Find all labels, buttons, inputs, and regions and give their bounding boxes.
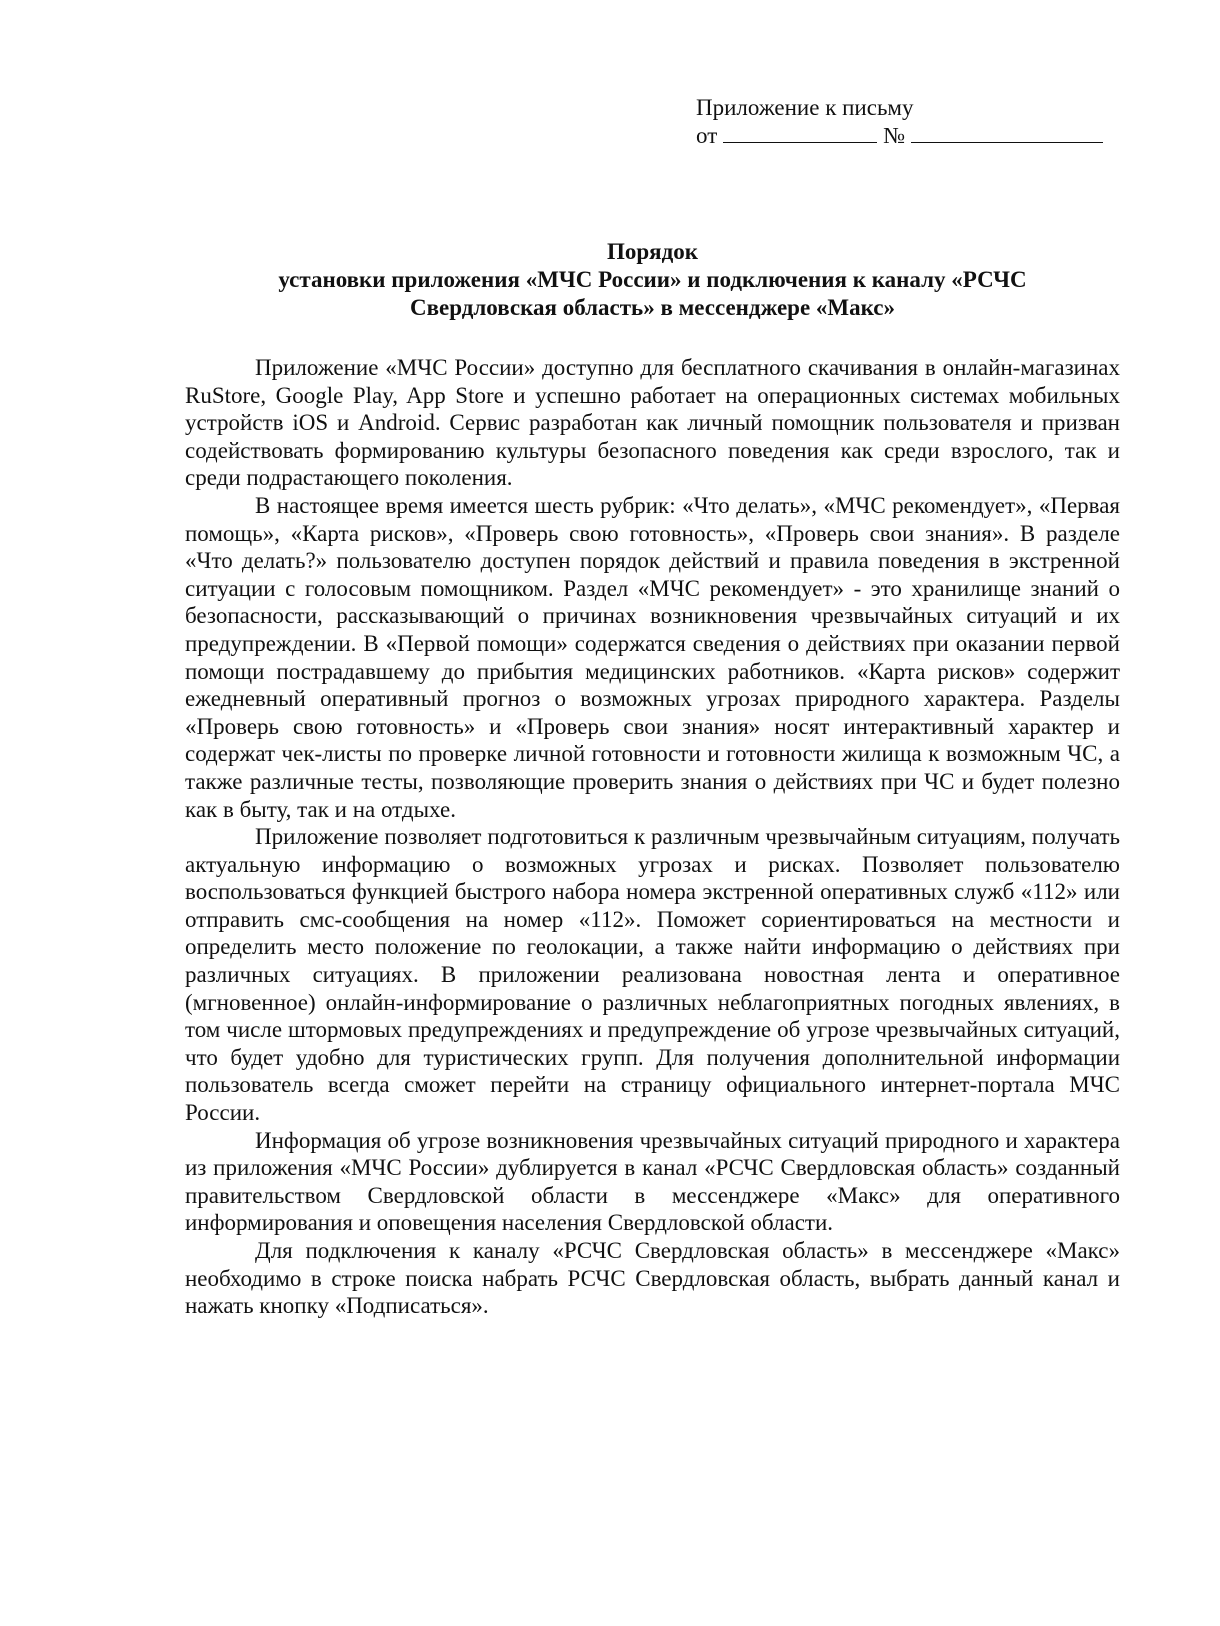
date-blank-line [723, 122, 877, 143]
attachment-title: Приложение к письму [696, 95, 914, 120]
title-line-1: Порядок [606, 239, 698, 264]
paragraph-2: В настоящее время имеется шесть рубрик: «Что делать», «МЧС рекомендует», «Первая помощь», «Карта рисков», «Проверь свою готовность», «Проверь свои знания». В разделе «Что делать?» пользователю доступен порядок действий и правила поведения в экстренной ситуации с голосовым помощником. Раздел «МЧС рекомендует» - это хранилище знаний о безопасности, рассказывающий о причинах возникновения чрезвычайных ситуаций и их предупреждении. В «Первой помощи» содержатся сведения о действиях при оказании первой помощи пострадавшему до прибытия медицинских работников. «Карта рисков» содержит ежедневный оперативный прогноз о возможных угрозах природного характера. Разделы «Проверь свою готовность» и «Проверь свои знания» носят интерактивный характер и содержат чек-листы по проверке личной готовности и готовности жилища к возможным ЧС, а также различные тесты, позволяющие проверить знания о действиях при ЧС и будет полезно как в быту, так и на отдыхе. [185, 492, 1120, 822]
paragraph-4: Информация об угрозе возникновения чрезвычайных ситуаций природного и характера из приложения «МЧС России» дублируется в канал «РСЧС Свердловская область» созданный правительством Свердловской области в мессенджере «Макс» для оперативного информирования и оповещения населения Свердловской области. [185, 1127, 1120, 1236]
from-label: от [696, 123, 718, 148]
paragraph-3: Приложение позволяет подготовиться к различным чрезвычайным ситуациям, получать актуальную информацию о возможных угрозах и рисках. Позволяет пользователю воспользоваться функцией быстрого набора номера экстренной оперативных служб «112» или отправить смс-сообщения на номер «112». Поможет сориентироваться на местности и определить место положение по геолокации, а также найти информацию о действиях при различных ситуациях. В приложении реализована новостная лента и оперативное (мгновенное) онлайн-информирование о различных неблагоприятных погодных явлениях, в том числе штормовых предупреждениях и предупреждение об угрозе чрезвычайных ситуаций, что будет удобно для туристических групп. Для получения дополнительной информации пользователь всегда сможет перейти на страницу официального интернет-портала МЧС России. [185, 824, 1120, 1126]
title-line-3: Свердловская область» в мессенджере «Макс» [410, 295, 895, 320]
attachment-note [696, 94, 1103, 150]
paragraph-1: Приложение «МЧС России» доступно для бесплатного скачивания в онлайн-магазинах RuStore, Google Play, App Store и успешно работает на операционных системах мобильных устройств iOS и Android. Сервис разработан как личный помощник пользователя и призван содействовать формированию культуры безопасного поведения как среди взрослого, так и среди подрастающего поколения. [185, 355, 1120, 491]
document-body [185, 354, 1120, 1320]
number-blank-line [911, 122, 1103, 143]
number-label: № [883, 123, 906, 148]
attachment-reference-line [696, 122, 1103, 150]
document-title [185, 238, 1120, 322]
title-line-2: установки приложения «МЧС России» и подключения к каналу «РСЧС [278, 267, 1027, 292]
paragraph-5: Для подключения к каналу «РСЧС Свердловская область» в мессенджере «Макс» необходимо в строке поиска набрать РСЧС Свердловская область, выбрать данный канал и нажать кнопку «Подписаться». [185, 1238, 1120, 1319]
